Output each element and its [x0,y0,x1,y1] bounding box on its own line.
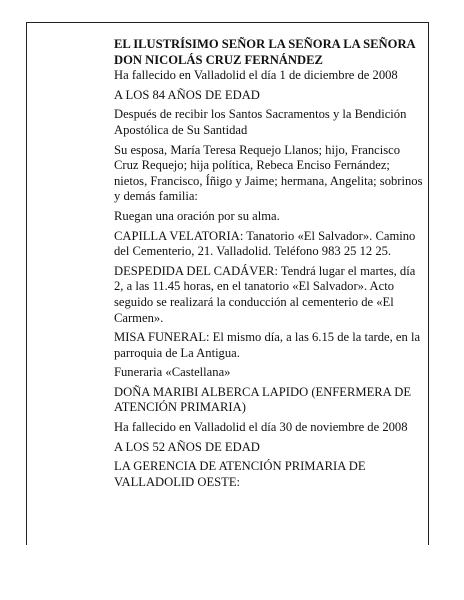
obituary-column [114,37,424,494]
obituary-1-funeral-home: Funeraria «Castellana» [114,365,231,380]
obituary-1-sacraments: Después de recibir los Santos Sacramentos y la Bendición Apostólica de Su Santidad [114,107,407,137]
obituary-2-death-notice: Ha fallecido en Valladolid el día 30 de noviembre de 2008 [114,420,408,435]
obituary-1-prayer-request: Ruegan una oración por su alma. [114,208,280,223]
obituary-1-chapel: CAPILLA VELATORIA: Tanatorio «El Salvador». Camino del Cementerio, 21. Valladolid. Teléfono 983 25 12 25. [114,228,416,259]
obituary-1-age: A LOS 84 AÑOS DE EDAD [114,87,260,102]
frame-top-border [26,22,429,23]
obituary-1-farewell: DESPEDIDA DEL CADÁVER: Tendrá lugar el martes, día 2, a las 11.45 horas, en el tanatorio «El Salvador». Acto seguido se realizará la conducción al cementerio de «El Carmen». [114,263,416,325]
obituary-2-organization: LA GERENCIA DE ATENCIÓN PRIMARIA DE VALLADOLID OESTE: [114,459,366,489]
obituary-1-death-notice: Ha fallecido en Valladolid el día 1 de diciembre de 2008 [114,68,398,83]
obituary-1-funeral-mass: MISA FUNERAL: El mismo día, a las 6.15 de la tarde, en la parroquia de La Antigua. [114,330,421,360]
frame-left-border [26,22,27,545]
obituary-1-title: EL ILUSTRÍSIMO SEÑOR LA SEÑORA LA SEÑORA [114,37,416,51]
obituary-1-family: Su esposa, María Teresa Requejo Llanos; hijo, Francisco Cruz Requejo; hija política, Rebeca Enciso Fernández; nietos, Francisco, Íñigo y Jaime; hermana, Angelita; sobrinos y demás familia: [114,142,423,204]
obituary-2-age: A LOS 52 AÑOS DE EDAD [114,439,260,454]
obituary-1-name: DON NICOLÁS CRUZ FERNÁNDEZ [114,52,323,67]
obituary-2-name: DOÑA MARIBI ALBERCA LAPIDO (ENFERMERA DE ATENCIÓN PRIMARIA) [114,384,412,415]
frame-right-border [428,22,429,545]
